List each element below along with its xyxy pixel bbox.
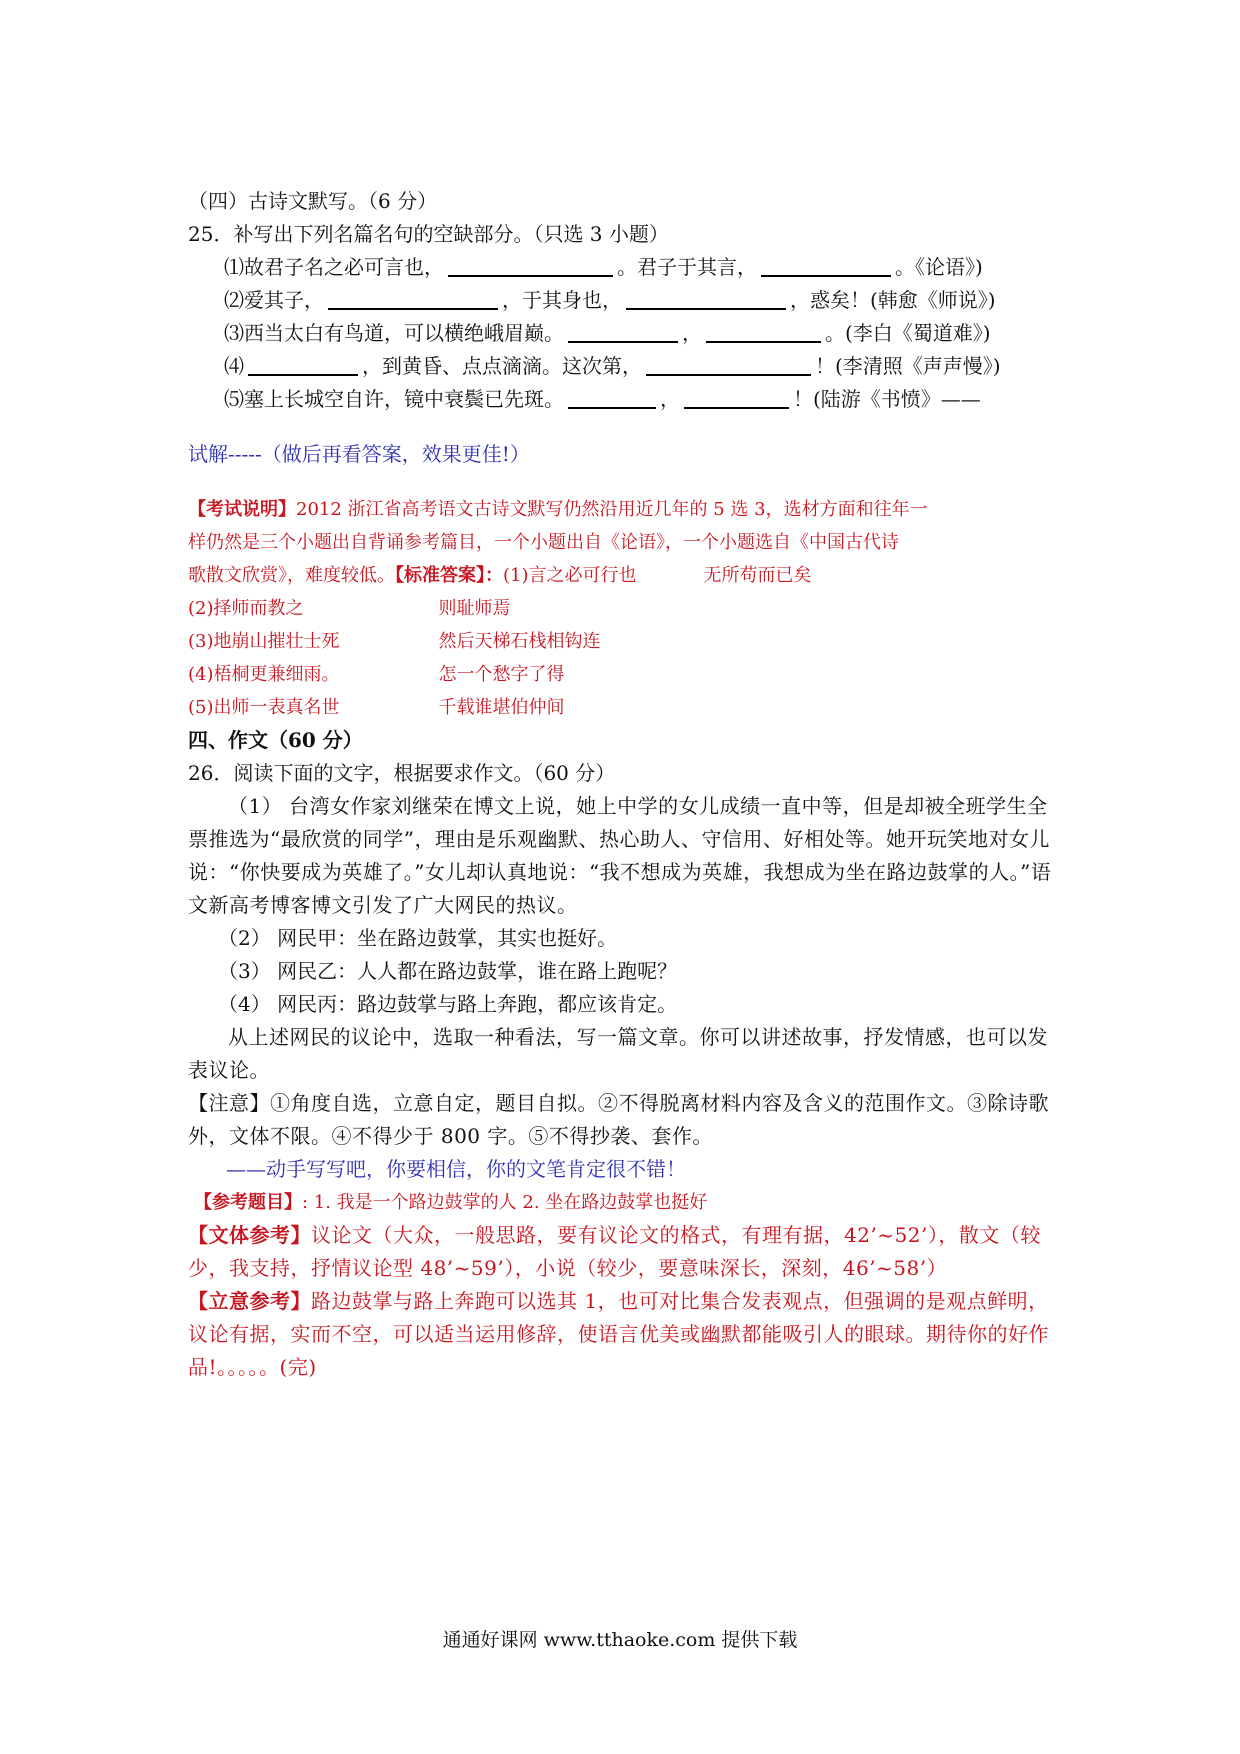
reference-titles-text: : 1. 我是一个路边鼓掌的人 2. 坐在路边鼓掌也挺好 — [302, 1192, 708, 1213]
answer-blank[interactable] — [684, 385, 789, 409]
exam-note-line — [188, 559, 1068, 592]
style-reference-label: 【文体参考】 — [188, 1223, 311, 1247]
document-page — [188, 185, 1068, 1384]
item-text: ！(陆游《书愤》—— — [793, 387, 981, 411]
answer-num: (2) — [188, 598, 214, 619]
material-paragraph — [188, 922, 1068, 955]
material-num: （2） — [218, 926, 271, 950]
material-text: 网民甲：坐在路边鼓掌，其实也挺好。 — [277, 926, 618, 950]
answer-blank[interactable] — [328, 286, 498, 310]
material-num: （3） — [218, 959, 271, 983]
question-stem: 25．补写出下列名篇名句的空缺部分。（只选 3 小题） — [188, 222, 669, 246]
material-num: （4） — [218, 992, 271, 1016]
answer-a: 梧桐更兼细雨。 — [213, 664, 340, 685]
answer-row — [188, 658, 1068, 691]
material-num: （1） — [228, 794, 283, 818]
answer-row — [188, 592, 1068, 625]
answer-b: 然后天梯石栈相钩连 — [438, 631, 601, 652]
material-text: 网民丙：路边鼓掌与路上奔跑，都应该肯定。 — [277, 992, 678, 1016]
fill-item — [188, 317, 1068, 350]
style-reference-text: 议论文（大众，一般思路，要有议论文的格式，有理有据，42’~52’），散文（较少，我支持，抒情议论型 48’~59’），小说（较少，要意味深长，深刻，46’~58’） — [188, 1223, 1041, 1280]
item-text: ！(李清照《声声慢》) — [815, 354, 1001, 378]
exam-note-label: 【考试说明】 — [188, 499, 296, 520]
item-text: ， — [660, 387, 680, 411]
page-footer: 通通好课网 www.tthaoke.com 提供下载 — [442, 1629, 798, 1651]
answer-b: 怎一个愁字了得 — [438, 664, 565, 685]
item-text: ，于其身也， — [502, 288, 622, 312]
idea-reference — [188, 1285, 1068, 1384]
item-text: 。君子于其言， — [617, 255, 757, 279]
material-text: 网民乙：人人都在路边鼓掌，谁在路上跑呢？ — [277, 959, 678, 983]
answer-a: 地崩山摧壮士死 — [213, 631, 340, 652]
reference-titles-label: 【参考题目】 — [194, 1192, 302, 1213]
idea-reference-text: 路边鼓掌与路上奔跑可以选其 1，也可对比集合发表观点，但强调的是观点鲜明，议论有据，实而不空，可以适当运用修辞，使语言优美或幽默都能吸引人的眼球。期待你的好作品!。。。。。(完) — [188, 1289, 1049, 1379]
answer-blank[interactable] — [706, 319, 821, 343]
fill-item — [188, 284, 1068, 317]
fill-item — [188, 251, 1068, 284]
answer-label: 【标准答案】： — [395, 565, 503, 586]
answer-blank[interactable] — [568, 319, 678, 343]
idea-reference-label: 【立意参考】 — [188, 1289, 311, 1313]
encouragement: ——动手写写吧，你要相信，你的文笔肯定很不错！ — [226, 1157, 686, 1181]
exam-note-line: 样仍然是三个小题出自背诵参考篇目，一个小题出自《论语》，一个小题选自《中国古代诗 — [188, 532, 899, 553]
exam-note-text: 2012 浙江省高考语文古诗文默写仍然沿用近几年的 5 选 3，选材方面和往年一 — [296, 499, 928, 520]
answer-num: (3) — [188, 631, 214, 652]
material-paragraph — [188, 988, 1068, 1021]
answer-num: (1) — [503, 565, 529, 586]
answer-b: 则耻师焉 — [438, 598, 511, 619]
try-note: 试解-----（做后再看答案，效果更佳!） — [188, 442, 530, 466]
item-text: ⑷ — [224, 354, 244, 378]
answer-blank[interactable] — [248, 352, 358, 376]
essay-section-title: 四、作文（60 分） — [188, 728, 363, 752]
section-heading: （四）古诗文默写。（6 分） — [188, 189, 438, 213]
fill-item — [188, 350, 1068, 383]
exam-note-line — [188, 493, 1068, 526]
answer-a: 言之必可行也 — [528, 565, 637, 586]
exam-note-text: 歌散文欣赏》，难度较低。 — [188, 565, 395, 586]
item-text: ， — [682, 321, 702, 345]
answer-num: (5) — [188, 697, 214, 718]
item-text: ⑴故君子名之必可言也， — [224, 255, 444, 279]
answer-blank[interactable] — [761, 253, 891, 277]
item-text: ⑶西当太白有鸟道，可以横绝峨眉巅。 — [224, 321, 564, 345]
material-text: 台湾女作家刘继荣在博文上说，她上中学的女儿成绩一直中等，但是却被全班学生全票推选为“最欣赏的同学”，理由是乐观幽默、热心助人、守信用、好相处等。她开玩笑地对女儿说：“你快要成为英雄了。”女儿却认真地说：“我不想成为英雄，我想成为坐在路边鼓掌的人。”语文新高考博客博文引发了广大网民的热议。 — [188, 794, 1052, 917]
answer-blank[interactable] — [626, 286, 786, 310]
answer-blank[interactable] — [568, 385, 656, 409]
essay-notice: 【注意】①角度自选，立意自定，题目自拟。②不得脱离材料内容及含义的范围作文。③除诗歌外，文体不限。④不得少于 800 字。⑤不得抄袭、套作。 — [188, 1091, 1049, 1148]
question-stem: 26．阅读下面的文字，根据要求作文。（60 分） — [188, 761, 616, 785]
reference-titles — [188, 1186, 1068, 1219]
material-paragraph — [188, 790, 1068, 922]
material-paragraph — [188, 955, 1068, 988]
answer-a: 择师而教之 — [213, 598, 304, 619]
answer-row — [188, 625, 1068, 658]
answer-row — [188, 691, 1068, 724]
item-text: ，到黄昏、点点滴滴。这次第， — [362, 354, 642, 378]
item-text: ⑵爱其子， — [224, 288, 324, 312]
answer-b: 千载谁堪伯仲间 — [438, 697, 565, 718]
answer-b: 无所苟而已矣 — [703, 565, 812, 586]
item-text: 。《论语》) — [895, 255, 983, 279]
item-text: ，惑矣！(韩愈《师说》) — [790, 288, 996, 312]
answer-a: 出师一表真名世 — [213, 697, 340, 718]
style-reference — [188, 1219, 1068, 1285]
essay-task: 从上述网民的议论中，选取一种看法，写一篇文章。你可以讲述故事，抒发情感，也可以发表议论。 — [188, 1025, 1048, 1082]
answer-num: (4) — [188, 664, 214, 685]
answer-blank[interactable] — [448, 253, 613, 277]
answer-blank[interactable] — [646, 352, 811, 376]
fill-item — [188, 383, 1068, 416]
item-text: 。(李白《蜀道难》) — [825, 321, 991, 345]
item-text: ⑸塞上长城空自许，镜中衰鬓已先斑。 — [224, 387, 564, 411]
